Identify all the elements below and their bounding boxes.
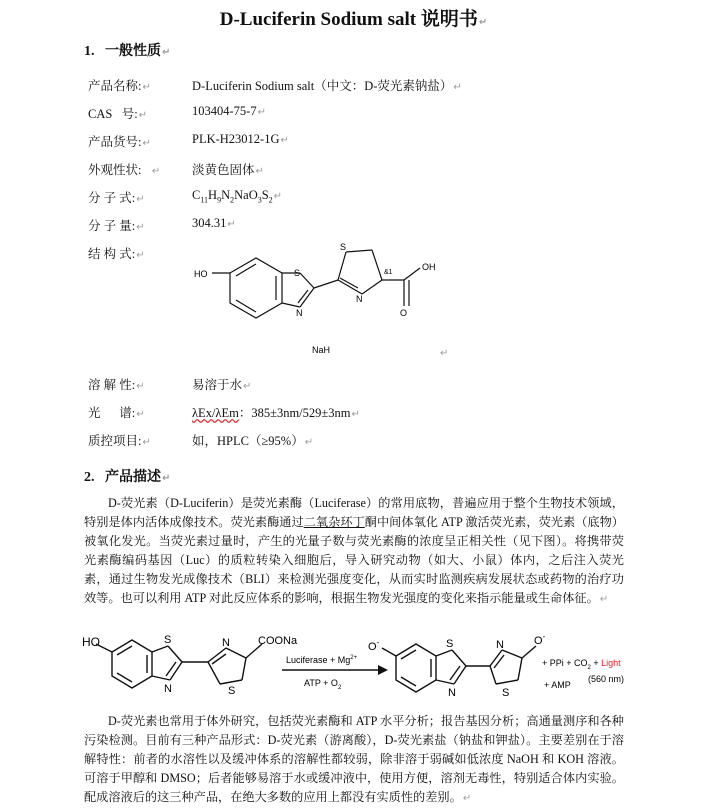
reaction-coona: COONa (258, 635, 298, 647)
document-title (0, 4, 707, 31)
structure-s2: S (340, 242, 347, 252)
prop-value-solubility: 易溶于水↵ (192, 378, 252, 392)
prop-value-name: D-Luciferin Sodium salt（中文：D-荧光素钠盐）↵ (192, 79, 462, 93)
prop-label-solubility: 溶 解 性:↵ (88, 378, 145, 392)
structure-ho: HO (194, 269, 208, 279)
section1-title: 一般性质 (105, 44, 161, 59)
svg-text:O- (368, 638, 380, 653)
reaction-n-d: N (496, 639, 504, 651)
reaction-light: Light (601, 658, 621, 668)
reaction-amp: + AMP (544, 680, 571, 690)
paragraph-mark: ↵ (162, 47, 171, 58)
structure-n1: N (296, 308, 303, 318)
section1-heading (84, 40, 170, 60)
reaction-minus-right: - (542, 632, 546, 641)
section1-number: 1. (84, 44, 95, 59)
description-paragraph-1: D-荧光素（D-Luciferin）是荧光素酶（Luciferase）的常用底物，普遍应用于整个生物技术领域，特别是体内活体成像技术。荧光素酶通过二氧杂环丁酮中间体氧化 ATP 激活荧光素，荧光素（底物）被氧化发光。当荧光素过量时，产生的光量子数与荧光素酶的浓度呈正相关性（见下图）。将携带荧光素酶编码基因（Luc）的质粒转染入细胞后，导入研究动物（如大、小鼠）体内，之后注入荧光素，通过生物发光成像技术（BLI）来检测光强度变化，从而实时监测疾病发展状态或药物的治疗功效等。也可以利用 ATP 对此反应体系的影响，根据生物发光强度的变化来指示能量或生命体征。↵ (84, 496, 624, 605)
prop-value-catalog: PLK-H23012-1G↵ (192, 132, 289, 146)
reaction-n-b: N (222, 637, 230, 649)
prop-value-formula: $C_{11}H_9N_2NaO_3S_2↵$ (192, 188, 283, 205)
reaction-s-b: S (228, 685, 236, 697)
section2-heading (84, 466, 170, 486)
structure-o: O (400, 308, 408, 318)
section2-title: 产品描述 (105, 470, 161, 485)
reaction-wavelength: (560 nm) (588, 674, 625, 684)
structure-n2: N (356, 294, 363, 304)
reaction-o-left: O (368, 641, 377, 653)
reaction-s-c: S (446, 638, 454, 650)
prop-value-cas: 103404-75-7↵ (192, 104, 266, 118)
reaction-products-b: + (590, 658, 602, 668)
reaction-s-a: S (164, 634, 172, 646)
prop-value-qc: 如，HPLC（≥95%）↵ (192, 434, 314, 448)
reaction-products-a: + PPi + CO (542, 658, 588, 668)
structure-diagram (190, 236, 460, 364)
svg-text:ATP + O2 (304, 678, 342, 691)
svg-text:O- (534, 632, 546, 647)
paragraph-mark: ↵ (440, 348, 449, 359)
reaction-s-d: S (502, 687, 510, 699)
structure-oh: OH (422, 262, 436, 272)
paragraph-mark: ↵ (478, 17, 488, 28)
reaction-enzyme: Luciferase + Mg (286, 655, 351, 665)
structure-stereo: &1 (384, 269, 393, 276)
prop-value-spectrum: λEx/λEm：385±3nm/529±3nm↵ (192, 406, 360, 420)
reaction-atp: ATP + O (304, 678, 338, 688)
prop-label-qc: 质控项目:↵ (88, 434, 151, 448)
reaction-scheme (78, 630, 638, 702)
reaction-n-c: N (448, 687, 456, 699)
svg-text:Luciferase + Mg2+ (286, 655, 358, 665)
structure-nah: NaH (312, 345, 331, 355)
section2-number: 2. (84, 470, 95, 485)
reaction-ho: HO (82, 635, 100, 649)
prop-value-appearance: 淡黄色固体↵ (192, 163, 264, 177)
prop-label-structure: 结 构 式:↵ (88, 247, 145, 261)
prop-label-appearance: 外观性状: ↵ (88, 163, 161, 177)
structure-s1: S (294, 268, 301, 278)
reaction-minus-left: - (376, 638, 380, 647)
reaction-n-a: N (164, 683, 172, 695)
reaction-co2-sub: 2 (587, 665, 591, 671)
prop-value-mw: 304.31↵ (192, 216, 236, 230)
reaction-o2-sub: 2 (337, 685, 342, 691)
prop-label-formula: 分 子 式:↵ (88, 191, 145, 205)
prop-label-catalog: 产品货号:↵ (88, 135, 151, 149)
reaction-o-right: O (534, 635, 543, 647)
title-text: D-Luciferin Sodium salt 说明书 (219, 9, 478, 30)
prop-label-cas: CAS 号:↵ (88, 107, 148, 121)
prop-label-name: 产品名称:↵ (88, 79, 151, 93)
prop-label-spectrum: 光 谱:↵ (88, 406, 145, 420)
prop-label-mw: 分 子 量:↵ (88, 219, 145, 233)
reaction-mg-sup: 2+ (350, 655, 358, 661)
description-paragraph-2: D-荧光素也常用于体外研究，包括荧光素酶和 ATP 水平分析；报告基因分析；高通量测序和各种污染检测。目前有三种产品形式：D-荧光素（游离酸），D-荧光素盐（钠盐和钾盐）。主要差别在于溶解特性：前者的水溶性以及缓冲体系的溶解性都较弱，除非溶于弱碱如低浓度 NaOH 和 KOH 溶液。可溶于甲醇和 DMSO；后者能够易溶于水或缓冲液中，使用方便，溶剂无毒性，特别适合体内实验。配成溶液后的这三种产品，在绝大多数的应用上都没有实质性的差别。↵ (84, 714, 624, 804)
paragraph-mark: ↵ (162, 473, 171, 484)
svg-text:+ PPi + CO2 + Light (542, 658, 621, 671)
